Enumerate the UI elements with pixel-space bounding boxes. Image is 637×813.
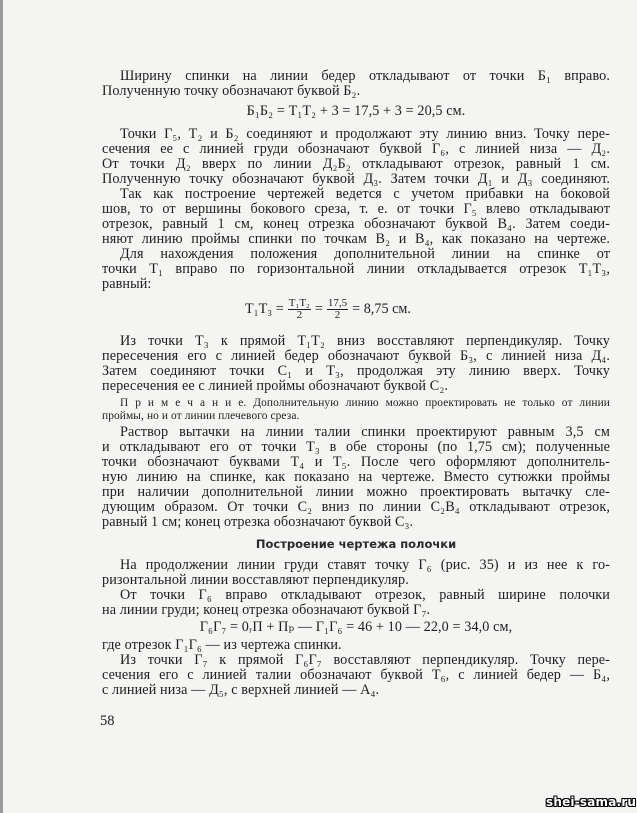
text-line: точки обозначают буквами Т₄ и Т₅. После чего оформляют дополнитель- <box>102 454 610 470</box>
text-line: где отрезок Г₁Г₆ — из чертежа спинки. <box>102 637 342 653</box>
text-line: сечения ее с линией груди обозначают буквой Г₆, с линией низа — Д₂. <box>102 141 610 157</box>
formula-result: = 8,75 см. <box>352 301 411 317</box>
page-number: 58 <box>100 713 115 729</box>
text-line: равный 1 см; конец отрезка обозначают буквой С₃. <box>102 514 414 530</box>
text-line: От точки Д₂ вверх по линии Д₂Б₂ откладывают отрезок, равный 1 см. <box>102 156 610 172</box>
text-line: Из точки Г₇ к прямой Г₆Г₇ восставляют перпендикуляр. Точку пере- <box>120 652 610 668</box>
fraction-numerator: 17,5 <box>327 297 348 309</box>
note-line: П р и м е ч а н и е. Дополнительную линию можно проектировать не только от линии <box>120 397 610 409</box>
text-line: дующим образом. От точки С₂ вниз по линии С₂В₄ откладывают отрезок, <box>102 499 610 515</box>
text-line: Раствор вытачки на линии талии спинки проектируют равным 3,5 см <box>120 424 610 440</box>
text-line: Ширину спинки на линии бедер откладывают от точки Б₁ вправо. <box>120 68 610 84</box>
text-line: равный: <box>102 276 152 292</box>
text-line: Точки Г₅, Т₂ и Б₂ соединяют и продолжают эту линию вниз. Точку пере- <box>120 126 610 142</box>
fraction-denominator: 2 <box>334 309 341 321</box>
section-heading: Построение чертежа полочки <box>255 537 457 551</box>
formula-t1t3 <box>245 298 411 321</box>
text-line: сечения его с линией талии обозначают буквой Т₆, с линией бедер — Б₄, <box>102 667 610 683</box>
fraction-numerator: Т₁Т₂ <box>288 297 310 309</box>
text-line: На продолжении линии груди ставят точку Г₆ (рис. 35) и из нее к го- <box>120 557 610 573</box>
text-line: ную линию на спинке, как показано на чертеже. Вместо сутюжки проймы <box>102 469 610 485</box>
note-line: проймы, но и от линии плечевого среза. <box>102 410 300 422</box>
text-line: Затем соединяют точки С₁ и Т₃, продолжая эту линию вверх. Точку <box>102 363 610 379</box>
formula-g6g7: Г₆Г₇ = 0ᵣП + Пₚ — Г₁Г₆ = 46 + 10 — 22,0 = 34,0 см, <box>199 619 513 635</box>
page-edge-shadow <box>0 0 3 813</box>
text-line: Так как построение чертежей ведется с учетом прибавки на боковой <box>120 186 610 202</box>
text-line: Полученную точку обозначают буквой Д₃. Затем точки Д₁ и Д₃ соединяют. <box>102 171 610 187</box>
fraction <box>288 298 311 321</box>
text-line: отрезок, равный 1 см, конец отрезка обозначают буквой В₄. Затем соеди- <box>102 216 610 232</box>
watermark: shei-sama.ru <box>546 795 637 809</box>
text-line: Полученную точку обозначают буквой Б₂. <box>102 83 361 99</box>
formula-b1b2: Б₁Б₂ = Т₁Т₂ + 3 = 17,5 + 3 = 20,5 см. <box>246 103 466 119</box>
text-line: шов, то от вершины бокового среза, т. е. от точки Г₅ влево откладывают <box>102 201 610 217</box>
text-line: няют линию проймы спинки по точкам В₂ и В₄, как показано на чертеже. <box>102 231 610 247</box>
text-line: Для нахождения положения дополнительной линии на спинке от <box>120 246 610 262</box>
text-line: ризонтальной линии восставляют перпендикуляр. <box>102 572 409 588</box>
text-line: точки Т₁ вправо по горизонтальной линии откладывается отрезок Т₁Т₃, <box>102 261 610 277</box>
text-line: От точки Г₆ вправо откладывают отрезок, равный ширине полочки <box>120 587 610 603</box>
text-line: пересечения ее с линией проймы обозначают буквой С₂. <box>102 378 449 394</box>
text-line: и откладывают его от точки Т₃ в обе стороны (по 1,75 см); полученные <box>102 439 610 455</box>
text-line: пересечения его с линией бедер обозначают буквой Б₃, с линией низа Д₄. <box>102 348 610 364</box>
fraction-denominator: 2 <box>296 309 303 321</box>
text-line: с линией низа — Д₅, с верхней линией — А₄. <box>102 682 380 698</box>
text-line: Из точки Т₃ к прямой Т₁Т₂ вниз восставляют перпендикуляр. Точку <box>120 333 610 349</box>
text-line: при наличии дополнительной линии можно проектировать вытачку сле- <box>102 484 610 500</box>
text-line: на линии груди; конец отрезка обозначают буквой Г₇. <box>102 602 431 618</box>
formula-equals: = <box>314 301 323 317</box>
fraction <box>327 298 348 321</box>
formula-left: Т₁Т₃ = <box>245 301 284 317</box>
